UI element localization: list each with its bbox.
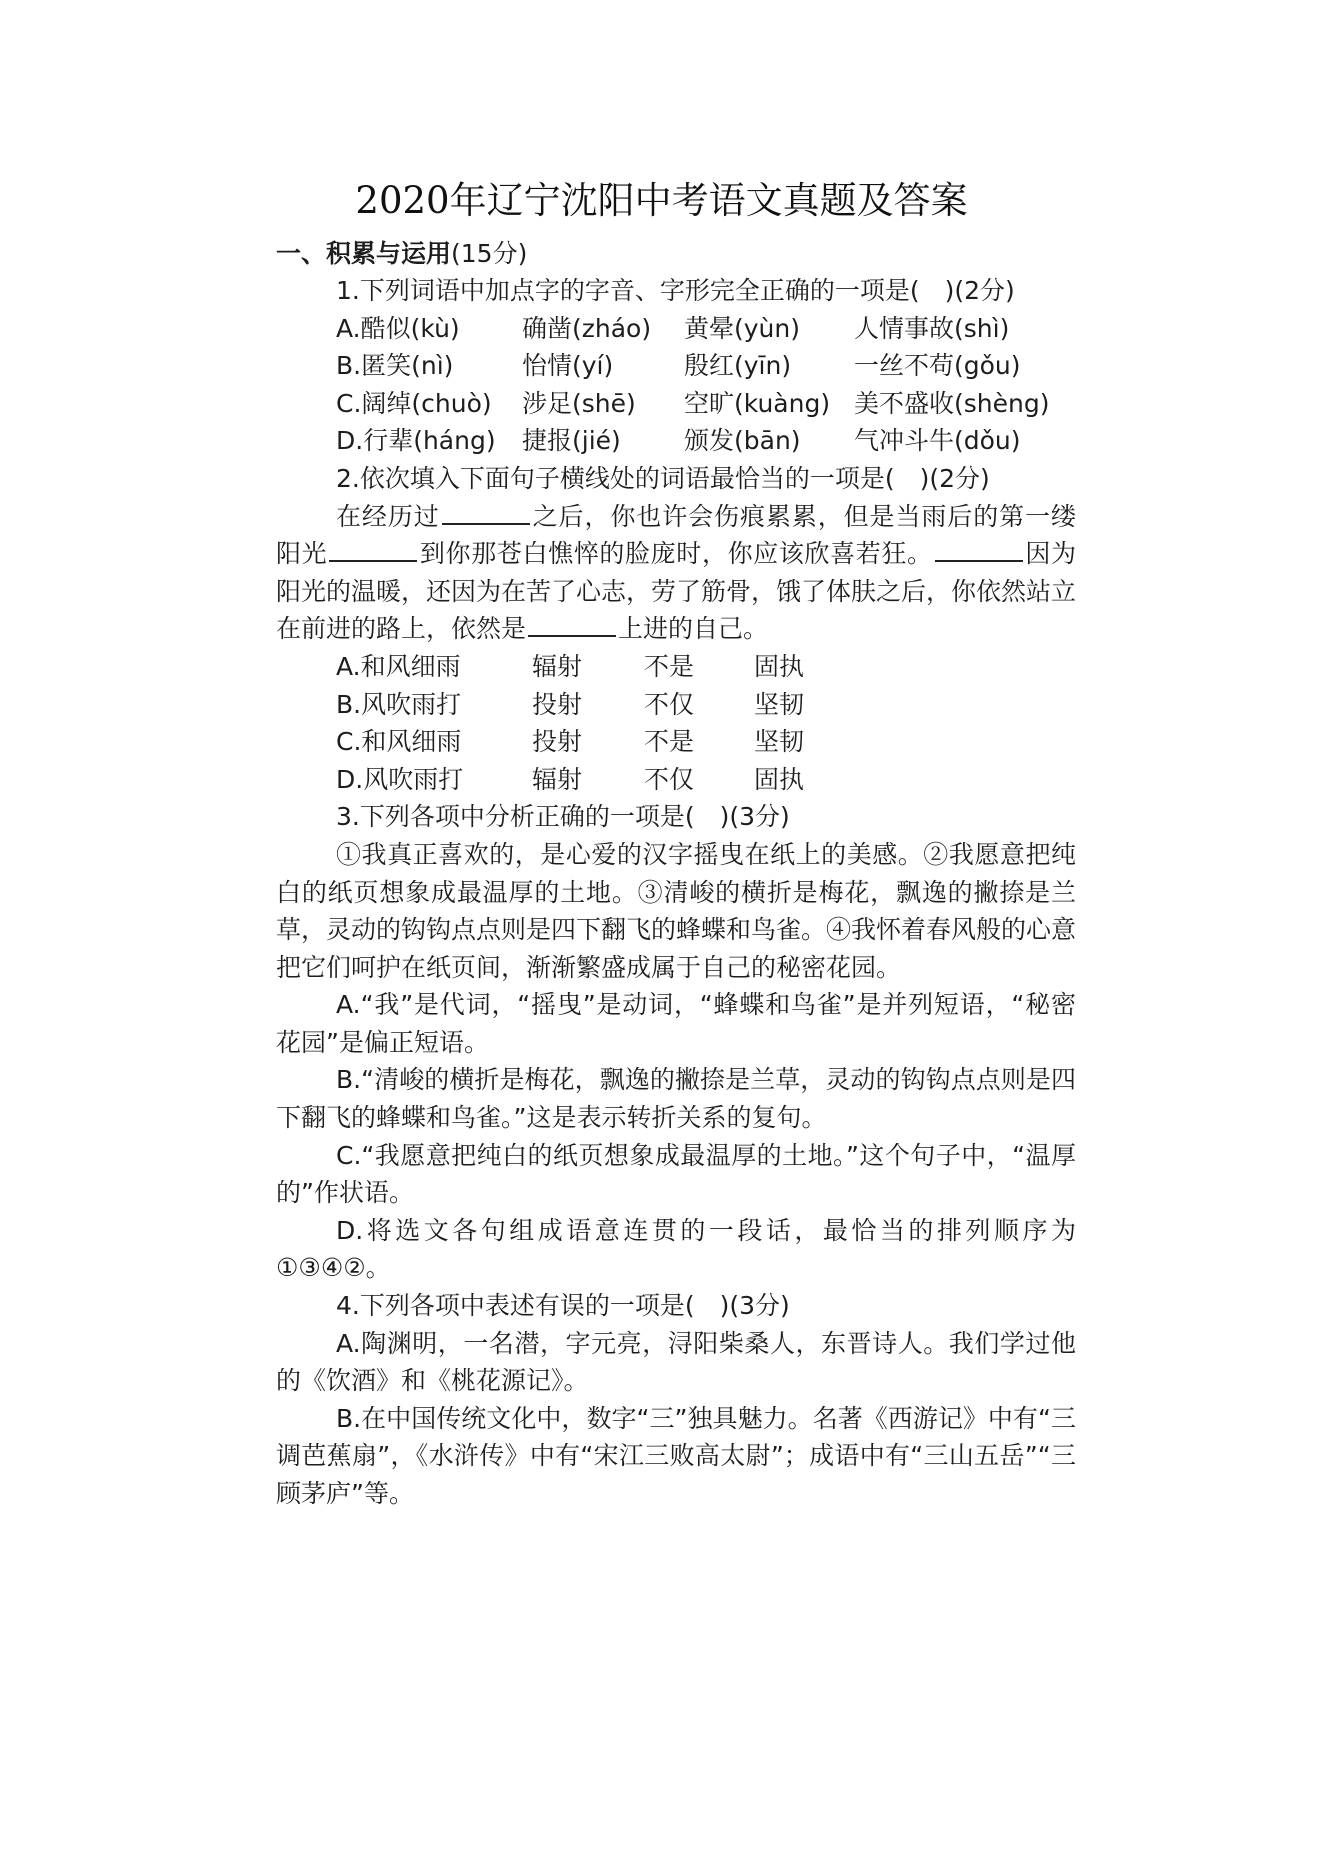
option-cell: 固执 <box>754 764 805 794</box>
question-3-option-c: C.“我愿意把纯白的纸页想象成最温厚的土地。”这个句子中，“温厚的”作状语。 <box>276 1140 1076 1208</box>
question-4-option-a: A.陶渊明，一名潜，字元亮，浔阳柴桑人，东晋诗人。我们学过他的《饮酒》和《桃花源记》。 <box>276 1328 1076 1396</box>
passage-segment: 在经历过 <box>336 501 440 531</box>
question-1-option-a <box>276 310 1076 348</box>
option-cell: A.酷似(kù) <box>336 313 460 343</box>
option-cell: A.和风细雨 <box>336 651 461 681</box>
option-cell: C.阔绰(chuò) <box>336 388 492 418</box>
option-cell: 投射 <box>532 689 583 719</box>
question-2-option-b <box>276 686 1076 724</box>
fill-blank <box>528 615 616 637</box>
option-cell: 不是 <box>644 727 695 757</box>
option-cell: 不仅 <box>644 764 695 794</box>
question-1-option-c <box>276 385 1076 423</box>
passage-segment: 上进的自己。 <box>618 614 769 644</box>
section-title: 一、积累与运用 <box>276 239 452 268</box>
option-cell: 投射 <box>532 727 583 757</box>
option-cell: D.行辈(háng) <box>336 426 496 456</box>
passage-segment: 因为阳光的温暖，还因为在苦了心志，劳了筋骨，饿了体肤之后，你依然站立在前进的路上，依然是 <box>276 539 1077 644</box>
option-cell: 坚韧 <box>754 727 805 757</box>
option-cell: 一丝不苟(gǒu) <box>854 351 1021 381</box>
fill-blank <box>935 540 1023 562</box>
option-cell: 捷报(jié) <box>522 426 621 456</box>
option-cell: C.和风细雨 <box>336 727 462 757</box>
question-1-option-d <box>276 422 1076 460</box>
section-points: (15分) <box>451 239 528 268</box>
option-cell: D.风吹雨打 <box>336 764 464 794</box>
question-4-stem: 4.下列各项中表述有误的一项是( )(3分) <box>336 1291 790 1321</box>
question-4-option-b: B.在中国传统文化中，数字“三”独具魅力。名著《西游记》中有“三调芭蕉扇”，《水浒传》中有“宋江三败高太尉”；成语中有“三山五岳”“三顾茅庐”等。 <box>276 1403 1076 1508</box>
option-cell: 确凿(zháo) <box>522 313 652 343</box>
question-3-stem: 3.下列各项中分析正确的一项是( )(3分) <box>336 802 790 832</box>
option-cell: 殷红(yīn) <box>684 351 792 381</box>
option-cell: 不仅 <box>644 689 695 719</box>
question-3-option-d: D.将选文各句组成语意连贯的一段话，最恰当的排列顺序为①③④②。 <box>276 1215 1076 1283</box>
question-2-option-c <box>276 723 1076 761</box>
question-1-stem: 1.下列词语中加点字的字音、字形完全正确的一项是( )(2分) <box>336 276 1015 305</box>
option-cell: B.风吹雨打 <box>336 689 462 719</box>
question-2-stem: 2.依次填入下面句子横线处的词语最恰当的一项是( )(2分) <box>336 463 990 493</box>
option-cell: 怡情(yí) <box>522 351 614 381</box>
question-2-option-a <box>276 648 1076 686</box>
option-cell: 坚韧 <box>754 689 805 719</box>
option-cell: B.匿笑(nì) <box>336 351 454 381</box>
question-3-option-a: A.“我”是代词，“摇曳”是动词，“蜂蝶和鸟雀”是并列短语，“秘密花园”是偏正短语。 <box>276 990 1076 1057</box>
passage-segment: 到你那苍白憔悴的脸庞时，你应该欣喜若狂。 <box>419 539 933 569</box>
option-cell: 固执 <box>754 651 805 681</box>
option-cell: 人情事故(shì) <box>854 313 1010 343</box>
option-cell: 辐射 <box>532 764 583 794</box>
fill-blank <box>329 540 417 562</box>
question-1-option-b <box>276 347 1076 385</box>
question-2-passage <box>276 498 1076 648</box>
option-cell: 颁发(bān) <box>684 426 801 456</box>
page-title: 2020年辽宁沈阳中考语文真题及答案 <box>355 179 968 222</box>
option-cell: 空旷(kuàng) <box>684 388 831 418</box>
section-heading <box>276 236 1076 272</box>
option-cell: 美不盛收(shèng) <box>854 388 1050 418</box>
option-cell: 黄晕(yùn) <box>684 313 800 343</box>
question-3-passage: ①我真正喜欢的，是心爱的汉字摇曳在纸上的美感。②我愿意把纯白的纸页想象成最温厚的土地。③清峻的横折是梅花，飘逸的撇捺是兰草，灵动的钩钩点点则是四下翻飞的蜂蝶和鸟雀。④我怀着春风般的心意把它们呵护在纸页间，渐渐繁盛成属于自己的秘密花园。 <box>276 839 1077 982</box>
exam-body <box>276 236 1076 1513</box>
option-cell: 不是 <box>644 651 695 681</box>
fill-blank <box>442 503 530 525</box>
option-cell: 涉足(shē) <box>522 388 636 418</box>
question-2-option-d <box>276 761 1076 799</box>
option-cell: 辐射 <box>532 651 583 681</box>
passage-segment: 之后，你也许会伤痕累累，但是当雨后的第一缕阳光 <box>276 501 1076 569</box>
question-3-option-b: B.“清峻的横折是梅花，飘逸的撇捺是兰草，灵动的钩钩点点则是四下翻飞的蜂蝶和鸟雀。”这是表示转折关系的复句。 <box>276 1065 1076 1133</box>
option-cell: 气冲斗牛(dǒu) <box>854 426 1021 456</box>
